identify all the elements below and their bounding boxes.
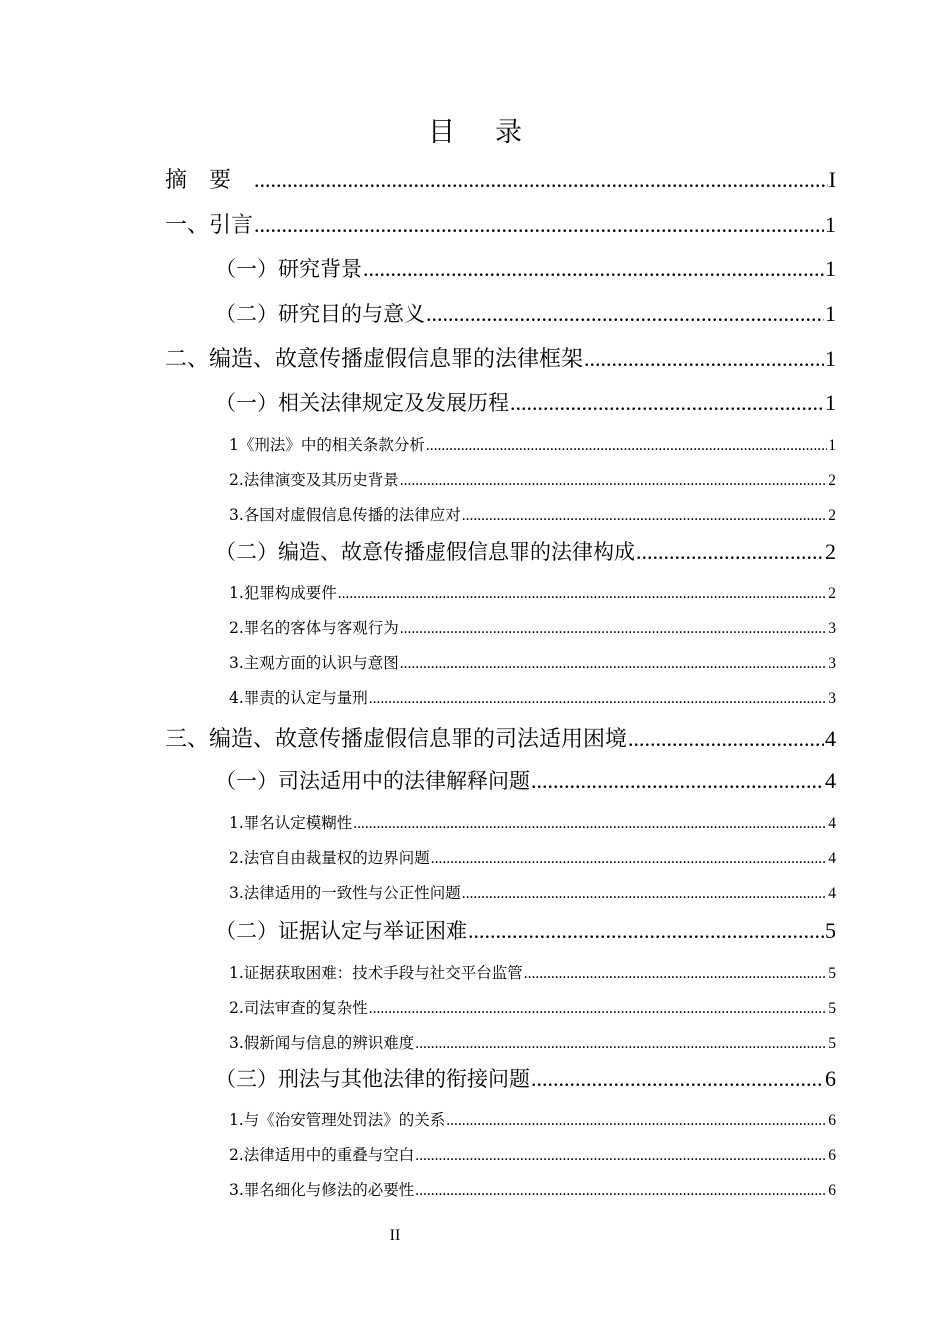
toc-entry-page: 5 (828, 1035, 836, 1052)
toc-entry-label: 2.罪名的客体与客观行为 (229, 619, 399, 637)
toc-entry-page: 3 (828, 690, 836, 707)
toc-entry[interactable] (165, 208, 836, 240)
toc-entry-page: I (828, 167, 836, 192)
toc-leader-dots (369, 690, 827, 708)
toc-entry-label: 1.与《治安管理处罚法》的关系 (229, 1111, 446, 1129)
toc-entry-label: 3.假新闻与信息的辨识难度 (229, 1034, 415, 1052)
toc-entry-page: 2 (825, 539, 836, 564)
toc-entry-page: 5 (825, 918, 836, 943)
toc-leader-dots (415, 1035, 827, 1053)
toc-leader-dots (524, 965, 827, 983)
toc-entry-page: 2 (828, 472, 836, 489)
toc-entry-page: 1 (825, 301, 836, 326)
toc-entry-page: 4 (828, 815, 836, 832)
toc-leader-dots (426, 437, 827, 455)
toc-entry-page: 1 (825, 256, 836, 281)
toc-entry-page: 1 (825, 212, 836, 237)
toc-entry-label: 3.罪名细化与修法的必要性 (229, 1181, 415, 1199)
toc-leader-dots (468, 918, 824, 944)
toc-leader-dots (400, 472, 827, 490)
toc-entry-page: 4 (825, 768, 836, 793)
toc-entry[interactable] (215, 915, 836, 947)
toc-leader-dots (462, 885, 827, 903)
toc-entry[interactable] (229, 1108, 836, 1132)
toc-leader-dots (400, 655, 827, 673)
toc-leader-dots (446, 1112, 827, 1130)
toc-entry[interactable] (165, 722, 836, 754)
toc-leader-dots (400, 620, 827, 638)
toc-entry[interactable] (229, 503, 836, 527)
toc-entry-page: 1 (825, 346, 836, 371)
toc-entry-page: 4 (828, 885, 836, 902)
toc-entry-label: （三）刑法与其他法律的衔接问题 (215, 1067, 530, 1091)
toc-entry-label: 1《刑法》中的相关条款分析 (229, 436, 425, 454)
toc-entry[interactable] (229, 881, 836, 905)
toc-entry-label: （一）相关法律规定及发展历程 (215, 391, 509, 415)
toc-entry-label: 3.法律适用的一致性与公正性问题 (229, 884, 461, 902)
toc-leader-dots (415, 1147, 827, 1165)
toc-leader-dots (531, 1066, 824, 1092)
toc-entry[interactable] (229, 616, 836, 640)
toc-leader-dots (510, 390, 824, 416)
toc-entry[interactable] (229, 1178, 836, 1202)
toc-entry-label: 2.法官自由裁量权的边界问题 (229, 849, 430, 867)
toc-entry-page: 6 (828, 1147, 836, 1164)
toc-entry-page: 4 (825, 726, 836, 751)
toc-entry-page: 2 (828, 585, 836, 602)
toc-entry[interactable] (165, 342, 836, 374)
toc-entry-label: 三、编造、故意传播虚假信息罪的司法适用困境 (165, 727, 628, 752)
toc-entry[interactable] (229, 846, 836, 870)
toc-entry[interactable] (229, 996, 836, 1020)
toc-entry-page: 6 (828, 1182, 836, 1199)
toc-entry[interactable] (215, 536, 836, 568)
toc-leader-dots (353, 815, 827, 833)
toc-entry-page: 6 (828, 1112, 836, 1129)
toc-entry-label: 摘要 (165, 168, 254, 193)
toc-leader-dots (462, 507, 827, 525)
toc-entry[interactable] (229, 581, 836, 605)
toc-entry-label: （二）研究目的与意义 (215, 302, 425, 326)
toc-entry[interactable] (215, 298, 836, 330)
toc-leader-dots (584, 346, 824, 372)
toc-entry[interactable] (229, 686, 836, 710)
toc-entry-label: 3.各国对虚假信息传播的法律应对 (229, 506, 461, 524)
toc-entry-label: 1.证据获取困难：技术手段与社交平台监管 (229, 964, 523, 982)
toc-entry[interactable] (229, 811, 836, 835)
toc-entry[interactable] (229, 468, 836, 492)
toc-entry-label: （一）司法适用中的法律解释问题 (215, 769, 530, 793)
toc-entry-label: 1.犯罪构成要件 (229, 584, 337, 602)
toc-entry[interactable] (229, 651, 836, 675)
toc-entry-label: 3.主观方面的认识与意图 (229, 654, 399, 672)
toc-entry[interactable] (165, 163, 836, 195)
toc-entry-label: （一）研究背景 (215, 257, 362, 281)
toc-entry[interactable] (229, 1143, 836, 1167)
toc-leader-dots (415, 1182, 827, 1200)
toc-entry[interactable] (215, 387, 836, 419)
toc-entry-page: 4 (828, 850, 836, 867)
toc-entry-page: 5 (828, 1000, 836, 1017)
toc-leader-dots (531, 768, 824, 794)
toc-entry-page: 3 (828, 655, 836, 672)
toc-title: 目录 (428, 117, 562, 148)
toc-entry-page: 3 (828, 620, 836, 637)
toc-leader-dots (628, 726, 824, 752)
toc-leader-dots (431, 850, 827, 868)
toc-entry[interactable] (229, 961, 836, 985)
toc-entry[interactable] (229, 1031, 836, 1055)
toc-entry-label: 一、引言 (165, 213, 254, 238)
toc-leader-dots (254, 212, 824, 238)
toc-entry[interactable] (215, 765, 836, 797)
toc-entry-page: 2 (828, 507, 836, 524)
toc-entry[interactable] (229, 433, 836, 457)
toc-entry-page: 1 (825, 390, 836, 415)
toc-leader-dots (254, 167, 828, 193)
toc-entry-label: （二）编造、故意传播虚假信息罪的法律构成 (215, 540, 635, 564)
toc-entry[interactable] (215, 1063, 836, 1095)
toc-entry-page: 6 (825, 1066, 836, 1091)
toc-entry-page: 1 (828, 437, 836, 454)
toc-leader-dots (338, 585, 827, 603)
toc-leader-dots (636, 539, 824, 565)
toc-entry-label: 2.司法审查的复杂性 (229, 999, 368, 1017)
toc-entry-label: 2.法律适用中的重叠与空白 (229, 1146, 415, 1164)
toc-entry-label: 4.罪责的认定与量刑 (229, 689, 368, 707)
toc-entry[interactable] (215, 253, 836, 285)
toc-entry-label: 二、编造、故意传播虚假信息罪的法律框架 (165, 347, 584, 372)
toc-entry-label: （二）证据认定与举证困难 (215, 919, 467, 943)
toc-entry-label: 1.罪名认定模糊性 (229, 814, 353, 832)
toc-leader-dots (369, 1000, 827, 1018)
toc-leader-dots (426, 301, 824, 327)
toc-entry-label: 2.法律演变及其历史背景 (229, 471, 399, 489)
page-number: II (389, 1227, 401, 1244)
toc-leader-dots (363, 256, 824, 282)
toc-entry-page: 5 (828, 965, 836, 982)
